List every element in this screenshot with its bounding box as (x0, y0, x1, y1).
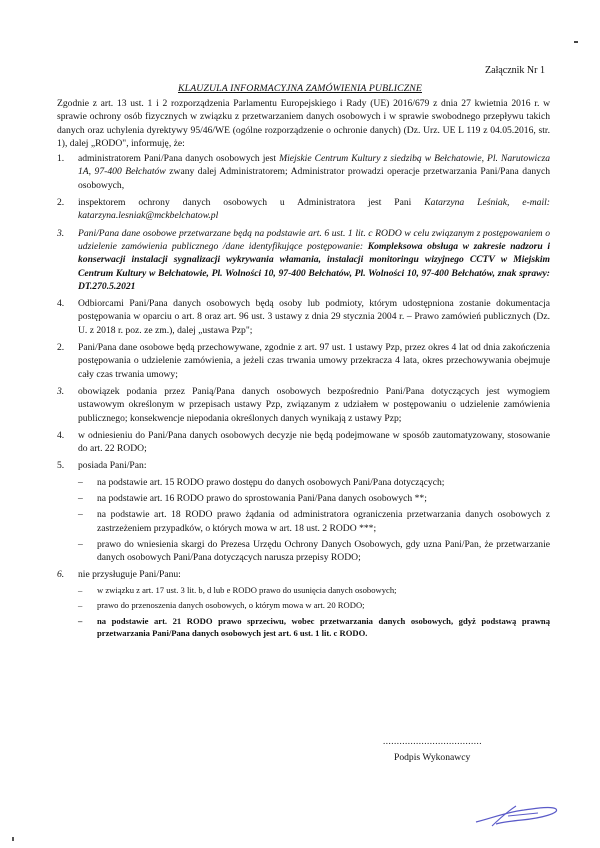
clause-rights (57, 459, 550, 472)
clause-number: 1. (57, 153, 65, 165)
clause-text-part: zwany dalej Administratorem; Administrator prowadzi operacje przetwarzania Pani/Pana danych osobowych, (78, 166, 551, 191)
right-text: prawo do wniesienia skargi do Prezesa Urzędu Ochrony Danych Osobowych, gdy uzna Pani/Pan, że przetwarzanie danych osobowych Pani/Pana dotyczących narusza przepisy RODO; (97, 538, 550, 564)
clause-retention (57, 341, 550, 381)
clause-text: w odniesieniu do Pani/Pana danych osobowych decyzje nie będą podejmowane w sposób zautomatyzowany, stosowanie do art. 22 RODO; (78, 429, 550, 455)
procurement-subject: Kompleksowa obsługa w zakresie nadzoru i konserwacji instalacji sygnalizacji wykrywania włamania, instalacji monitoringu wizyjnego CCTV w Miejskim Centrum Kultury w Bełchatowie, Pl. Wolności 10, 97-400 Bełchatów, Pl. Wolności 10, 97-400 Bełchatów, znak sprawy: DT.270.5.2021 (78, 240, 551, 292)
clause-number: 3. (57, 385, 65, 397)
signature-line: .................................... (383, 736, 482, 746)
clause-text: obowiązek podania przez Panią/Pana danych osobowych bezpośrednio Pani/Pana dotyczących jest wymogiem ustawowym określonym w przepisach ustawy Pzp, związanym z udziałem w postępowaniu o udzielenie zamówienia publicznego; konsekwencje niepodania określonych danych wynikają z ustawy Pzp; (78, 385, 550, 424)
clause-administrator (57, 152, 550, 192)
dash-marker: – (78, 600, 83, 611)
clause-text: Odbiorcami Pani/Pana danych osobowych będą osoby lub podmioty, którym udostępniona zostanie dokumentacja postępowania w oparciu o art. 8 oraz art. 96 ust. 3 ustawy z dnia 29 stycznia 2004 r. – Prawo zamówień publicznych (Dz. U. z 2018 r. poz. ze zm.), dalej „ustawa Pzp"; (78, 298, 550, 336)
list-item (78, 476, 550, 489)
dash-marker: – (78, 615, 83, 626)
clause-number: 5. (57, 460, 65, 472)
clause-number: 4. (57, 298, 65, 310)
list-item (78, 615, 550, 640)
clause-no-rights (57, 568, 550, 581)
clause-text (78, 152, 550, 192)
dash-marker: – (78, 584, 83, 595)
inspector-contact: Katarzyna Leśniak, e-mail: katarzyna.lesniak@mckbelchatow.pl (78, 197, 550, 222)
right-text: na podstawie art. 15 RODO prawo dostępu do danych osobowych Pani/Pana dotyczących; (97, 476, 445, 488)
clause-obligation (57, 385, 550, 425)
handwritten-signature (472, 800, 562, 830)
list-item (78, 599, 550, 612)
clause-text-part: Pani/Pana dane osobowe przetwarzane będą na podstawie art. 6 ust. 1 lit. c RODO w celu związanym z postępowaniem o udzielenie zamówienia publicznego /dane identyfikujące postępowanie: (78, 227, 550, 252)
document-body (57, 97, 550, 643)
clause-inspector (57, 196, 550, 223)
right-text: na podstawie art. 18 RODO prawo żądania od administratora ograniczenia przetwarzania danych osobowych z zastrzeżeniem przypadków, o których mowa w art. 18 ust. 2 RODO ***; (97, 509, 550, 534)
clause-text-part: inspektorem ochrony danych osobowych u Administratora jest Pani (78, 197, 425, 209)
clause-legal-basis (57, 227, 550, 293)
dash-marker: – (78, 493, 83, 505)
dash-marker: – (78, 538, 83, 550)
clause-number: 2. (57, 197, 65, 209)
clause-text: nie przysługuje Pani/Panu: (78, 568, 181, 580)
clause-number: 2. (57, 342, 65, 354)
signature-caption: Podpis Wykonawcy (394, 752, 471, 763)
annex-label: Załącznik Nr 1 (485, 65, 545, 76)
clause-text (78, 196, 550, 223)
intro-paragraph: Zgodnie z art. 13 ust. 1 i 2 rozporządzenia Parlamentu Europejskiego i Rady (UE) 2016/679 z dnia 27 kwietnia 2016 r. w sprawie ochrony osób fizycznych w związku z przetwarzaniem danych osobowych i w sprawie swobodnego przepływu takich danych oraz uchylenia dyrektywy 95/46/WE (ogólne rozporządzenie o ochronie danych) (Dz. Urz. UE L 119 z 04.05.2016, str. 1), dalej „RODO", informuję, że: (57, 98, 550, 149)
exclusion-text: na podstawie art. 21 RODO prawo sprzeciwu, wobec przetwarzania danych osobowych, gdyż podstawą prawną przetwarzania Pani/Pana danych osobowych jest art. 6 ust. 1 lit. c RODO. (97, 615, 550, 639)
clause-recipients (57, 297, 550, 337)
scan-mark (574, 41, 578, 43)
list-item (78, 492, 550, 505)
administrator-name: Miejskie Centrum Kultury z siedzibą w Bełchatowie, Pl. Narutowicza 1A, 97-400 Bełchatów (78, 153, 550, 178)
exclusion-text: prawo do przenoszenia danych osobowych, o którym mowa w art. 20 RODO; (97, 600, 365, 611)
clause-text-part: administratorem Pani/Pana danych osobowych jest (78, 153, 280, 165)
document-title: KLAUZULA INFORMACYJNA ZAMÓWIENIA PUBLICZNE (178, 83, 422, 94)
exclusion-text: w związku z art. 17 ust. 3 lit. b, d lub e RODO prawo do usunięcia danych osobowych; (97, 584, 397, 595)
list-item (78, 508, 550, 535)
clause-text: posiada Pani/Pan: (78, 460, 147, 472)
clause-number: 4. (57, 429, 65, 441)
clause-text (78, 227, 550, 293)
clause-automation (57, 429, 550, 456)
dash-marker: – (78, 476, 83, 488)
scan-mark (12, 837, 14, 841)
dash-marker: – (78, 509, 83, 521)
clause-number: 6. (57, 568, 65, 580)
right-text: na podstawie art. 16 RODO prawo do sprostowania Pani/Pana danych osobowych **; (97, 493, 427, 505)
list-item (78, 584, 550, 597)
clause-text: Pani/Pana dane osobowe będą przechowywane, zgodnie z art. 97 ust. 1 ustawy Pzp, przez okres 4 lat od dnia zakończenia postępowania o udzielenie zamówienia, a jeżeli czas trwania umowy przekracza 4 lata, okres przechowywania obejmuje cały czas trwania umowy; (78, 342, 550, 380)
list-item (78, 538, 550, 565)
clause-number: 3. (57, 227, 65, 239)
